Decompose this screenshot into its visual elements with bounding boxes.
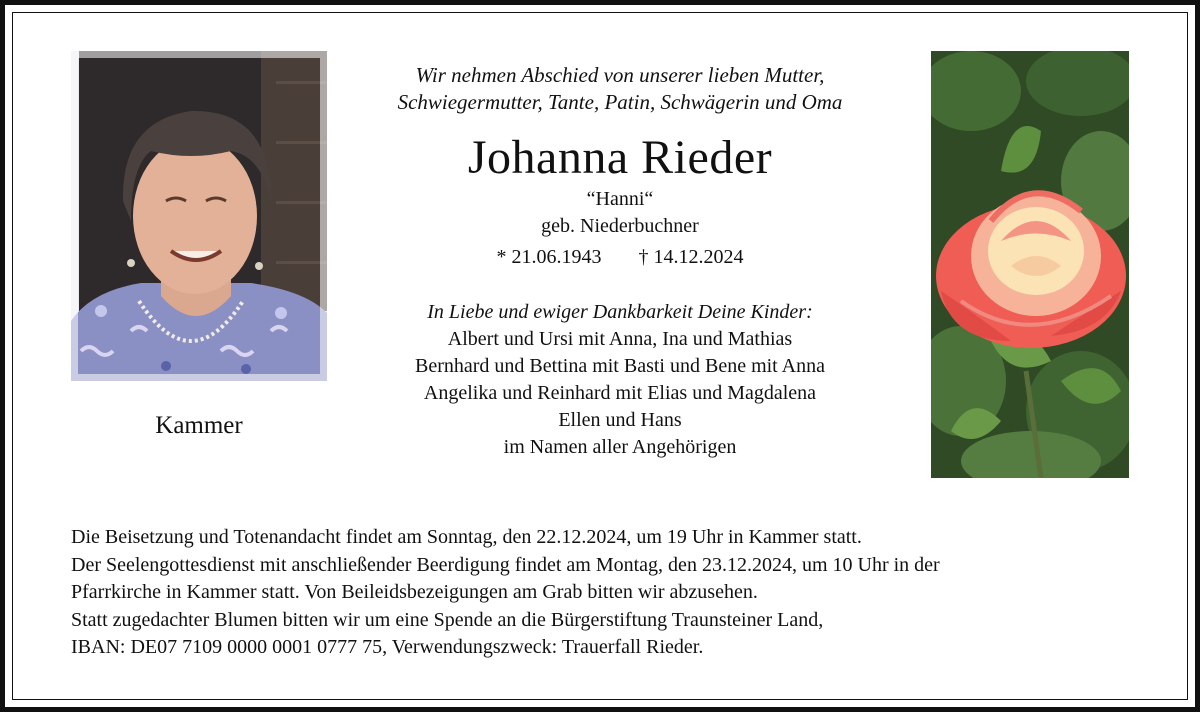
notice-line: Statt zugedachter Blumen bitten wir um eine Spende an die Bürgerstiftung Traunsteiner Land, bbox=[71, 608, 824, 631]
intro-line: Schwiegermutter, Tante, Patin, Schwägerin und Oma bbox=[397, 90, 843, 114]
nickname: “Hanni“ bbox=[586, 188, 654, 210]
mourner-line: Albert und Ursi mit Anna, Ina und Mathias bbox=[447, 328, 793, 350]
life-dates bbox=[360, 244, 880, 271]
portrait-photo bbox=[71, 51, 327, 381]
funeral-notice bbox=[71, 524, 1161, 662]
birth-date: * 21.06.1943 bbox=[496, 246, 602, 268]
notice-line: Der Seelengottesdienst mit anschließender Beerdigung findet am Montag, den 23.12.2024, um 10 Uhr in der bbox=[71, 553, 940, 576]
maiden-name: geb. Niederbuchner bbox=[541, 215, 699, 237]
notice-line: Die Beisetzung und Totenandacht findet am Sonntag, den 22.12.2024, um 19 Uhr in Kammer statt. bbox=[71, 526, 862, 548]
mourner-line: Bernhard und Bettina mit Basti und Bene mit Anna bbox=[415, 355, 825, 377]
obituary-center bbox=[360, 62, 880, 461]
death-date: † 14.12.2024 bbox=[638, 246, 744, 268]
mourner-line: Angelika und Reinhard mit Elias und Magdalena bbox=[423, 382, 817, 404]
intro-text bbox=[360, 62, 880, 116]
mourner-line: Ellen und Hans bbox=[558, 409, 682, 431]
deceased-name: Johanna Rieder bbox=[467, 131, 773, 184]
notice-line: IBAN: DE07 7109 0000 0001 0777 75, Verwendungszweck: Trauerfall Rieder. bbox=[71, 636, 704, 658]
mourners-list bbox=[360, 326, 880, 461]
place-name: Kammer bbox=[155, 412, 243, 439]
mourner-line: im Namen aller Angehörigen bbox=[503, 436, 737, 458]
mourners-heading: In Liebe und ewiger Dankbarkeit Deine Kinder: bbox=[427, 301, 813, 323]
notice-line: Pfarrkirche in Kammer statt. Von Beileidsbezeigungen am Grab bitten wir abzusehen. bbox=[71, 581, 758, 603]
rose-photo bbox=[931, 51, 1129, 478]
intro-line: Wir nehmen Abschied von unserer lieben Mutter, bbox=[415, 63, 825, 87]
